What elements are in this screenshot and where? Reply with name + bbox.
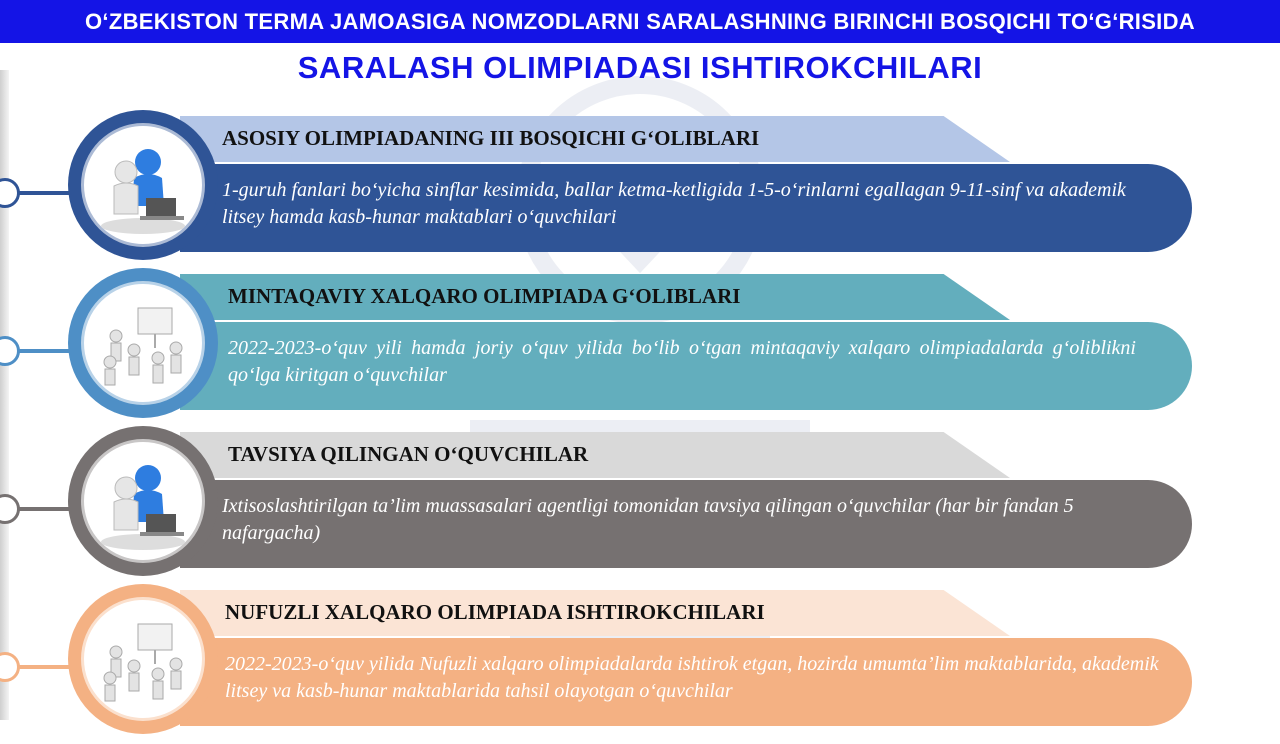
item-description: 2022-2023-o‘quv yili hamda joriy o‘quv yilida bo‘lib o‘tgan mintaqaviy xalqaro olimpiadalarda g‘oliblikni qo‘lga kiritgan o‘quvchilar — [228, 337, 1136, 386]
connector-node — [0, 336, 20, 366]
criteria-item-2 — [0, 268, 1280, 428]
item-heading: ASOSIY OLIMPIADANING III BOSQICHI G‘OLIBLARI — [222, 126, 760, 150]
item-heading: NUFUZLI XALQARO OLIMPIADA ISHTIROKCHILARI — [225, 600, 765, 624]
icon-circle — [68, 110, 218, 260]
criteria-item-1 — [0, 110, 1280, 270]
item-description: Ixtisoslashtirilgan ta’lim muassasalari agentligi tomonidan tavsiya qilingan o‘quvchilar (har bir fandan 5 nafargacha) — [222, 495, 1074, 544]
criteria-item-4 — [0, 584, 1280, 744]
criteria-item-3 — [0, 426, 1280, 586]
connector-node — [0, 494, 20, 524]
student-laptop-icon — [86, 128, 200, 242]
connector-node — [0, 178, 20, 208]
item-heading: TAVSIYA QILINGAN O‘QUVCHILAR — [228, 442, 589, 466]
group-presentation-icon — [86, 602, 200, 716]
icon-circle — [68, 426, 218, 576]
page-subtitle: SARALASH OLIMPIADASI ISHTIROKCHILARI — [297, 50, 983, 85]
top-title-bar — [0, 0, 1280, 43]
connector-node — [0, 652, 20, 682]
icon-circle — [68, 584, 218, 734]
item-description: 1-guruh fanlari bo‘yicha sinflar kesimida, ballar ketma-ketligida 1-5-o‘rinlarni egallagan 9-11-sinf va akademik litsey hamda kasb-hunar maktablari o‘quvchilari — [222, 179, 1126, 228]
student-laptop-icon — [86, 444, 200, 558]
item-description: 2022-2023-o‘quv yilida Nufuzli xalqaro olimpiadalarda ishtirok etgan, hozirda umumta’lim maktablarida, akademik litsey va kasb-hunar maktablarida tahsil olayotgan o‘quvchilar — [225, 653, 1159, 702]
item-heading: MINTAQAVIY XALQARO OLIMPIADA G‘OLIBLARI — [228, 284, 741, 308]
group-presentation-icon — [86, 286, 200, 400]
page-title: O‘ZBEKISTON TERMA JAMOASIGA NOMZODLARNI SARALASHNING BIRINCHI BOSQICHI TO‘G‘RISIDA — [85, 8, 1195, 34]
icon-circle — [68, 268, 218, 418]
